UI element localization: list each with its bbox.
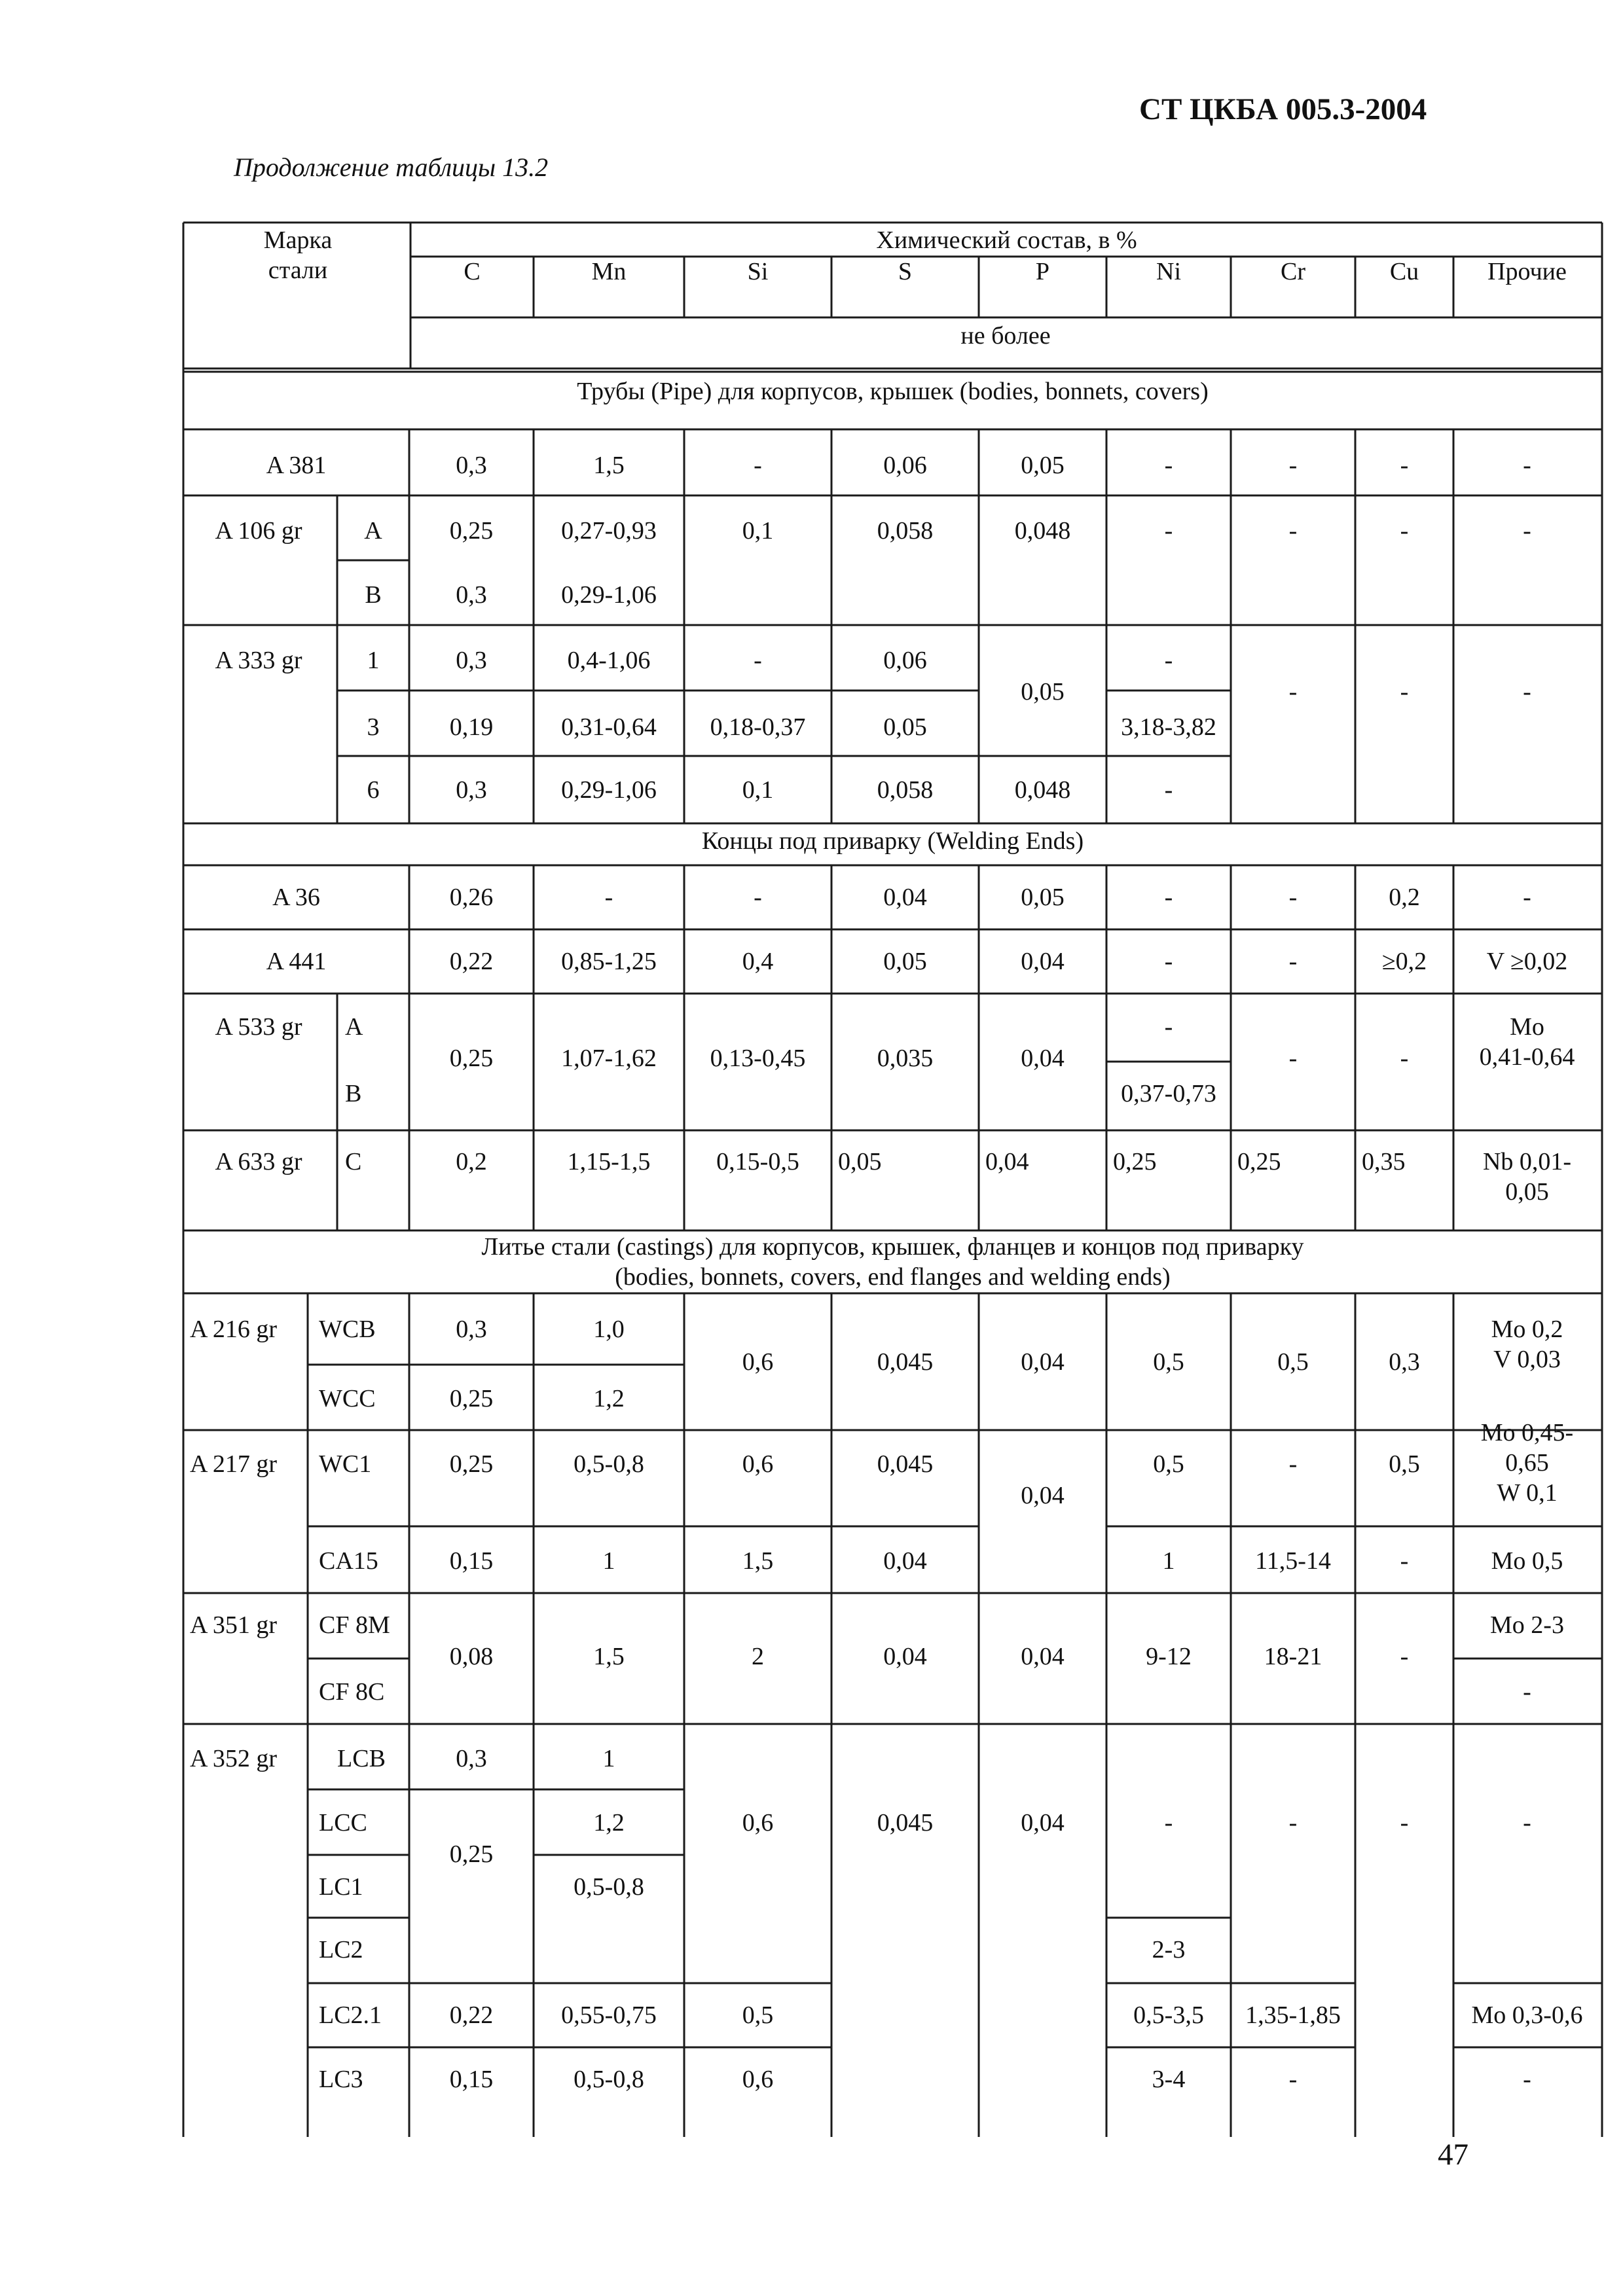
table-cell: C — [345, 1148, 362, 1175]
table-cell: 0,25 — [449, 1045, 494, 1072]
table-cell: 1,0 — [593, 1316, 625, 1343]
table-cell: - — [1523, 884, 1531, 911]
table-cell: 0,04 — [883, 1643, 927, 1670]
table-cell: 0,05 — [1021, 452, 1065, 479]
table-cell: - — [1288, 452, 1298, 479]
table-cell: - — [1164, 647, 1173, 674]
table-cell: 0,048 — [1014, 517, 1071, 545]
table-cell: 0,22 — [449, 2001, 494, 2029]
table-cell: 0,25 — [449, 517, 494, 545]
table-cell: 0,05 — [1021, 884, 1065, 911]
table-cell: B — [365, 581, 382, 609]
table-cell: 0,05 — [838, 1148, 882, 1175]
table-cell: V ≥0,02 — [1486, 948, 1568, 975]
header-element-p: P — [1035, 258, 1050, 285]
table-cell: LC2 — [319, 1936, 363, 1964]
table-cell: A 216 gr — [190, 1316, 277, 1343]
table-cell: 1,15-1,5 — [567, 1148, 651, 1175]
table-cell: 1,07-1,62 — [561, 1045, 657, 1072]
table-cell: 0,3 — [456, 581, 487, 609]
table-cell: 0,18-0,37 — [710, 713, 806, 741]
table-cell: - — [1164, 948, 1173, 975]
table-cell: 0,15-0,5 — [716, 1148, 799, 1175]
section-welding-ends: Концы под приварку (Welding Ends) — [701, 827, 1084, 855]
table-cell: 0,4 — [742, 948, 774, 975]
table-cell: LCC — [319, 1809, 367, 1837]
section-castings: Литье стали (castings) для корпусов, крышек, фланцев и концов под приварку (bodies, bonnets, covers, end flanges and welding ends) — [481, 1233, 1304, 1291]
table-cell: 0,5 — [1389, 1450, 1420, 1478]
table-cell: 0,15 — [449, 2066, 494, 2093]
table-cell: 0,5 — [1153, 1348, 1184, 1376]
table-cell: 0,5-0,8 — [574, 1450, 644, 1478]
table-cell: 3 — [367, 713, 380, 741]
table-cell: 0,25 — [449, 1385, 494, 1412]
standard-code: СТ ЦКБА 005.3-2004 — [1139, 92, 1427, 126]
table-cell: - — [1288, 884, 1298, 911]
table-cell: 0,06 — [883, 647, 927, 674]
table-cell: - — [1400, 678, 1409, 706]
table-cell: 1 — [602, 1745, 615, 1772]
table-cell: LCB — [337, 1745, 386, 1772]
table-cell: 0,26 — [449, 884, 494, 911]
table-cell: 0,3 — [456, 1745, 487, 1772]
table-cell: CF 8M — [319, 1611, 390, 1639]
table-cell: 1,5 — [593, 452, 625, 479]
table-cell: CA15 — [319, 1547, 378, 1575]
table-cell: Mo 0,2 V 0,03 — [1491, 1316, 1563, 1373]
table-cell: 0,04 — [1021, 1348, 1065, 1376]
header-element-c: C — [464, 258, 481, 285]
table-cell: 0,04 — [1021, 1045, 1065, 1072]
table-cell: - — [754, 884, 762, 911]
header-element-si: Si — [747, 258, 769, 285]
table-cell: - — [1523, 1809, 1531, 1837]
table-cell: A 352 gr — [190, 1745, 277, 1772]
table-cell: 0,5 — [742, 2001, 774, 2029]
table-cell: - — [754, 647, 762, 674]
table-cell: 0,15 — [449, 1547, 494, 1575]
table-cell: - — [1523, 2066, 1531, 2093]
table-cell: Mo 0,41-0,64 — [1479, 1013, 1575, 1071]
table-cell: 0,3 — [1389, 1348, 1420, 1376]
table-cell: 0,25 — [1237, 1148, 1281, 1175]
table-cell: 0,04 — [1021, 1643, 1065, 1670]
table-cell: 0,55-0,75 — [561, 2001, 657, 2029]
table-cell: 0,5-0,8 — [574, 1873, 644, 1901]
table-cell: 0,19 — [449, 713, 494, 741]
table-cell: 0,22 — [449, 948, 494, 975]
table-cell: - — [1164, 776, 1173, 804]
header-grade: Марка стали — [263, 226, 333, 284]
table-cell: 0,045 — [877, 1809, 934, 1837]
table-cell: A 381 — [266, 452, 327, 479]
table-cell: 0,29-1,06 — [561, 581, 657, 609]
table-cell: 0,05 — [1021, 678, 1065, 706]
table-cell: 9-12 — [1146, 1643, 1192, 1670]
table-cell: A — [345, 1013, 363, 1041]
table-cell: 3,18-3,82 — [1121, 713, 1216, 741]
table-cell: 0,2 — [1389, 884, 1420, 911]
table-cell: 0,08 — [449, 1643, 494, 1670]
header-element-cu: Cu — [1389, 258, 1419, 285]
table-cell: 0,04 — [1021, 1809, 1065, 1837]
header-element-cr: Cr — [1281, 258, 1305, 285]
table-cell: 0,25 — [449, 1450, 494, 1478]
table-cell: 0,6 — [742, 1450, 774, 1478]
table-cell: - — [1164, 1809, 1173, 1837]
table-cell: 0,04 — [1021, 948, 1065, 975]
table-cell: 0,13-0,45 — [710, 1045, 806, 1072]
table-cell: 0,035 — [877, 1045, 934, 1072]
table-cell: - — [1288, 678, 1298, 706]
table-cell: - — [1288, 517, 1298, 545]
table-cell: - — [1400, 517, 1409, 545]
table-cell: 0,3 — [456, 1316, 487, 1343]
table-cell: 0,4-1,06 — [567, 647, 651, 674]
table-cell: - — [1164, 517, 1173, 545]
table-cell: Mo 2-3 — [1490, 1611, 1564, 1639]
table-cell: WCC — [319, 1385, 376, 1412]
table-cell: 0,05 — [883, 948, 927, 975]
table-cell: LC1 — [319, 1873, 363, 1901]
table-cell: - — [1400, 1809, 1409, 1837]
table-cell: 0,3 — [456, 452, 487, 479]
table-cell: 11,5-14 — [1255, 1547, 1331, 1575]
table-cell: - — [604, 884, 613, 911]
table-cell: 0,6 — [742, 1348, 774, 1376]
table-cell: - — [1400, 1643, 1409, 1670]
table-cell: - — [1523, 1678, 1531, 1706]
table-cell: LC2.1 — [319, 2001, 382, 2029]
table-cell: A 533 gr — [215, 1013, 302, 1041]
table-cell: 6 — [367, 776, 380, 804]
table-cell: 1 — [1162, 1547, 1175, 1575]
table-cell: 0,058 — [877, 517, 934, 545]
table-cell: 0,85-1,25 — [561, 948, 657, 975]
table-cell: A — [364, 517, 382, 545]
table-cell: - — [1164, 452, 1173, 479]
table-cell: Mo 0,5 — [1491, 1547, 1563, 1575]
table-cell: 1 — [367, 647, 380, 674]
table-cell: 0,05 — [883, 713, 927, 741]
table-cell: 1,5 — [593, 1643, 625, 1670]
table-cell: - — [1288, 1450, 1298, 1478]
table-cell: - — [1523, 678, 1531, 706]
table-cell: 0,35 — [1362, 1148, 1406, 1175]
table-cell: Nb 0,01- 0,05 — [1482, 1148, 1572, 1206]
table-cell: CF 8C — [319, 1678, 385, 1706]
table-cell: 0,25 — [449, 1840, 494, 1868]
table-cell: 0,37-0,73 — [1121, 1080, 1216, 1107]
table-cell: A 36 — [272, 884, 320, 911]
table-continuation-caption: Продолжение таблицы 13.2 — [234, 152, 549, 182]
table-cell: 0,045 — [877, 1450, 934, 1478]
table-cell: 0,27-0,93 — [561, 517, 657, 545]
header-limit: не более — [960, 322, 1051, 350]
table-cell: 0,1 — [742, 776, 774, 804]
table-cell: 0,058 — [877, 776, 934, 804]
table-cell: ≥0,2 — [1381, 948, 1427, 975]
table-cell: - — [1400, 1045, 1409, 1072]
header-element-mn: Mn — [591, 258, 627, 285]
table-cell: 0,04 — [883, 1547, 927, 1575]
table-cell: Mo 0,3-0,6 — [1471, 2001, 1583, 2029]
table-cell: 1,5 — [742, 1547, 774, 1575]
table-cell: 0,5-3,5 — [1133, 2001, 1204, 2029]
page-number: 47 — [1438, 2138, 1468, 2172]
table-cell: - — [1400, 452, 1409, 479]
table-cell: 0,2 — [456, 1148, 487, 1175]
table-cell: 0,31-0,64 — [561, 713, 657, 741]
table-cell: 0,3 — [456, 776, 487, 804]
header-element-other: Прочие — [1487, 258, 1567, 285]
table-cell: 0,06 — [883, 452, 927, 479]
table-cell: - — [754, 452, 762, 479]
table-cell: 3-4 — [1152, 2066, 1186, 2093]
table-cell: Mo 0,45- 0,65 W 0,1 — [1480, 1419, 1574, 1507]
table-cell: LC3 — [319, 2066, 363, 2093]
table-cell: 18-21 — [1264, 1643, 1322, 1670]
header-composition: Химический состав, в % — [876, 226, 1137, 254]
table-cell: A 106 gr — [215, 517, 302, 545]
table-cell: A 351 gr — [190, 1611, 277, 1639]
table-cell: 1,2 — [593, 1809, 625, 1837]
table-cell: A 441 — [266, 948, 327, 975]
table-cell: 0,04 — [985, 1148, 1029, 1175]
table-cell: 0,04 — [883, 884, 927, 911]
table-cell: 1,35-1,85 — [1245, 2001, 1341, 2029]
table-cell: 1,2 — [593, 1385, 625, 1412]
header-element-ni: Ni — [1156, 258, 1181, 285]
table-cell: - — [1288, 1809, 1298, 1837]
table-cell: 1 — [602, 1547, 615, 1575]
header-element-s: S — [898, 258, 913, 285]
table-cell: 2-3 — [1152, 1936, 1186, 1964]
table-cell: A 333 gr — [215, 647, 302, 674]
table-cell: WCB — [319, 1316, 376, 1343]
table-cell: 0,1 — [742, 517, 774, 545]
table-cell: 0,5 — [1153, 1450, 1184, 1478]
table-cell: - — [1523, 517, 1531, 545]
table-cell: WC1 — [319, 1450, 372, 1478]
table-cell: 0,045 — [877, 1348, 934, 1376]
table-cell: - — [1288, 1045, 1298, 1072]
table-cell: A 217 gr — [190, 1450, 277, 1478]
table-cell: - — [1164, 1013, 1173, 1041]
table-cell: - — [1288, 2066, 1298, 2093]
table-cell: - — [1400, 1547, 1409, 1575]
table-cell: - — [1523, 452, 1531, 479]
table-cell: - — [1288, 948, 1298, 975]
table-cell: 0,048 — [1014, 776, 1071, 804]
table-cell: 0,5-0,8 — [574, 2066, 644, 2093]
table-cell: 2 — [752, 1643, 764, 1670]
table-cell: A 633 gr — [215, 1148, 302, 1175]
table-cell: 0,6 — [742, 1809, 774, 1837]
section-pipe: Трубы (Pipe) для корпусов, крышек (bodies, bonnets, covers) — [577, 378, 1209, 405]
table-cell: - — [1164, 884, 1173, 911]
table-cell: 0,25 — [1113, 1148, 1157, 1175]
table-cell: B — [345, 1080, 362, 1107]
table-cell: 0,5 — [1277, 1348, 1309, 1376]
table-cell: 0,6 — [742, 2066, 774, 2093]
table-cell: 0,3 — [456, 647, 487, 674]
table-cell: 0,04 — [1021, 1482, 1065, 1509]
table-cell: 0,29-1,06 — [561, 776, 657, 804]
